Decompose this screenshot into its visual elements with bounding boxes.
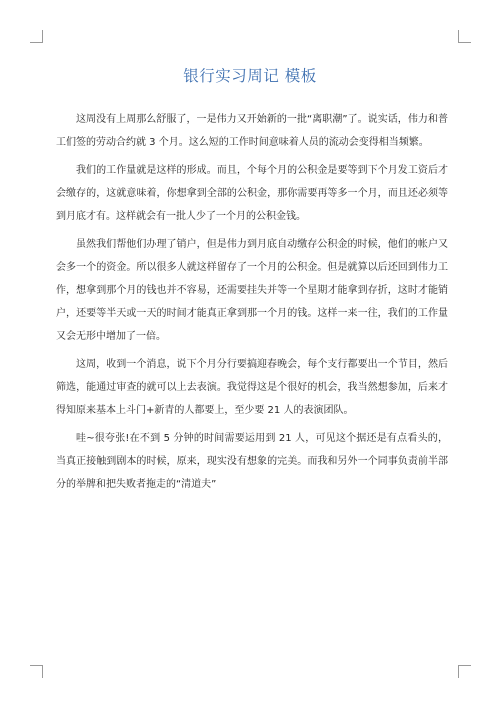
crop-mark-bottom-right xyxy=(458,665,471,678)
paragraph-2: 我们的工作量就是这样的形成。而且，个每个月的公积金是要等到下个月发工资后才会缴存的，这就意味着，你想拿到全部的公积金，那你需要再等多一个月，而且还必须等到月底才有。这样就会有一批人少了一个月的公积金钱。 xyxy=(56,165,448,222)
paragraph-5: 哇~很夸张!在不到 5 分钟的时间需要运用到 21 人，可见这个据还是有点看头的，当真正接触到剧本的时候，原来，现实没有想象的完美。而我和另外一个同事负责前半部分的举牌和把失败者拖走的“清道夫” xyxy=(56,433,448,490)
document-title: 银行实习周记 模板 xyxy=(183,67,317,85)
crop-mark-top-left xyxy=(30,30,43,43)
crop-mark-top-right xyxy=(458,30,471,43)
paragraph-3: 虽然我们帮他们办理了销户，但是伟力到月底自动缴存公积金的时候，他们的帐户又会多一个的资金。所以很多人就这样留存了一个月的公积金。但是就算以后还回到伟力工作，想拿到那个月的钱也并不容易，还需要挂失并等一个星期才能拿到存折，这时才能销户，还要等半天或一天的时间才能真正拿到那一个月的钱。这样一来一往，我们的工作量又会无形中增加了一倍。 xyxy=(56,239,448,342)
crop-mark-bottom-left xyxy=(30,665,43,678)
paragraph-1: 这周没有上周那么舒服了，一是伟力又开始新的一批“离职潮”了。说实话，伟力和普工们签的劳动合约就 3 个月。这么短的工作时间意味着人员的流动会变得相当频繁。 xyxy=(56,114,448,148)
document-body xyxy=(56,108,448,501)
paragraph-4: 这周，收到一个消息，说下个月分行要搞迎春晚会，每个支行都要出一个节目，然后筛选，能通过审查的就可以上去表演。我觉得这是个很好的机会，我当然想参加，后来才得知原来基本上斗门+新青的人都要上，至少要 21 人的表演团队。 xyxy=(56,359,448,416)
